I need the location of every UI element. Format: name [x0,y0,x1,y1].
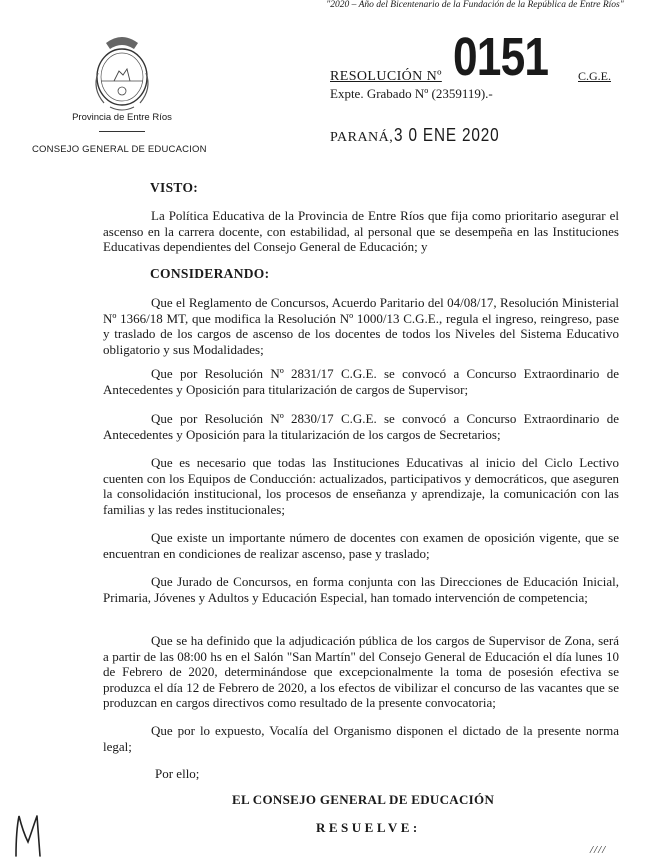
council-heading: EL CONSEJO GENERAL DE EDUCACIÓN [232,792,495,807]
handwritten-initial-icon [10,812,46,860]
resuelve-heading: RESUELVE: [316,820,421,835]
considerando-paragraph: Que por lo expuesto, Vocalía del Organismo disponen el dictado de la presente norma legal; [103,723,619,754]
place-label: PARANÁ, [330,130,394,145]
divider [99,131,145,132]
considerando-paragraph: Que es necesario que todas las Instituciones Educativas al inicio del Ciclo Lectivo cuenten con los Equipos de Conducción: actualizados, participativos y democráticos, que aseguren la consolidación institucional, los procesos de enseñanza y aprendizaje, la comunicación con las familias y las redes institucionales; [103,455,619,517]
visto-heading: VISTO: [150,180,199,195]
province-name: Provincia de Entre Ríos [72,112,172,123]
por-ello-line: Por ello; [155,766,200,781]
council-name: CONSEJO GENERAL DE EDUCACION [32,144,207,155]
resolution-label: RESOLUCIÓN Nº [330,69,442,84]
expediente-number: Expte. Grabado Nº (2359119).- [330,86,493,101]
considerando-paragraph: Que existe un importante número de docentes con examen de oposición vigente, que se encuentran en condiciones de realizar ascenso, pase y traslado; [103,530,619,561]
considerando-paragraph: Que por Resolución Nº 2830/17 C.G.E. se convocó a Concurso Extraordinario de Antecedentes y Oposición para la titularización de los cargos de Secretarios; [103,411,619,442]
resolution-number: 0151 [453,27,549,87]
page-marks: //// [590,844,607,856]
considerando-heading: CONSIDERANDO: [150,266,270,281]
provincial-seal-icon [88,33,156,113]
date-stamp: 3 0 ENE 2020 [394,125,500,145]
considerando-paragraph: Que se ha definido que la adjudicación pública de los cargos de Supervisor de Zona, será a partir de las 08:00 hs en el Salón "San Martín" del Consejo General de Educación el día lunes 10 de Febrero de 2020, determinándose que excepcionalmente la toma de posesión efectiva se produzca el día 12 de Febrero de 2020, a los efectos de vibilizar el concurso de las vacantes que se produzcan en cargos directivos como resultado de la presente convocatoria; [103,633,619,711]
considerando-paragraph: Que Jurado de Concursos, en forma conjunta con las Direcciones de Educación Inicial, Primaria, Jóvenes y Adultos y Educación Especial, han tomado intervención de competencia; [103,574,619,605]
considerando-paragraph: Que el Reglamento de Concursos, Acuerdo Paritario del 04/08/17, Resolución Ministerial Nº 1366/18 MT, que modifica la Resolución Nº 1000/13 C.G.E., regula el ingreso, reingreso, pase y traslado de los cargos de ascenso de los docentes de todos los Niveles del Sistema Educativo obligatorio y sus Modalidades; [103,295,619,357]
visto-paragraph: La Política Educativa de la Provincia de Entre Ríos que fija como prioritario asegurar el ascenso en la carrera docente, con estabilidad, al personal que se desempeña en las Instituciones Educativas dependientes del Consejo General de Educación; y [103,208,619,255]
cge-label: C.G.E. [578,69,611,83]
considerando-paragraph: Que por Resolución Nº 2831/17 C.G.E. se convocó a Concurso Extraordinario de Antecedentes y Oposición para titularización de cargos de Supervisor; [103,366,619,397]
year-motto: "2020 – Año del Bicentenario de la Fundación de la República de Entre Ríos" [326,0,624,10]
